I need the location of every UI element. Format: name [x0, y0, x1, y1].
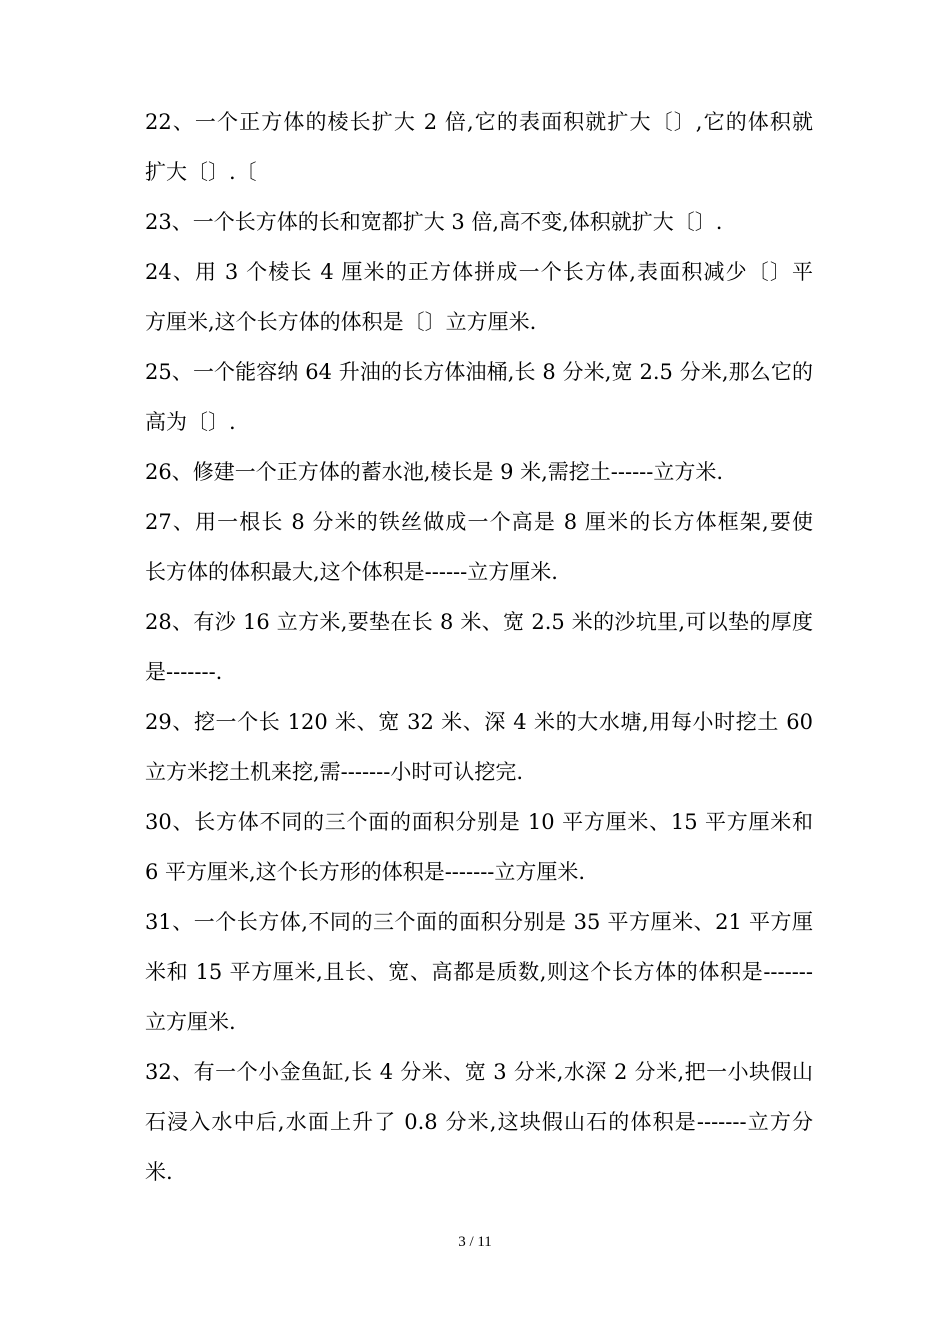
text-line: 29、挖一个长 120 米、宽 32 米、深 4 米的大水塘,用每小时挖土 60: [145, 710, 813, 734]
text-line: 高为〔〕.: [145, 410, 236, 434]
text-line: 22、一个正方体的棱长扩大 2 倍,它的表面积就扩大〔〕,它的体积就: [145, 110, 813, 134]
text-line: 25、一个能容纳 64 升油的长方体油桶,长 8 分米,宽 2.5 分米,那么它的: [145, 360, 813, 384]
text-line: 23、一个长方体的长和宽都扩大 3 倍,高不变,体积就扩大〔〕.: [145, 210, 723, 234]
text-line: 米和 15 平方厘米,且长、宽、高都是质数,则这个长方体的体积是-------: [145, 960, 813, 984]
page-number: 3 / 11: [458, 1234, 492, 1250]
text-line: 24、用 3 个棱长 4 厘米的正方体拼成一个长方体,表面积减少〔〕平: [145, 260, 813, 284]
text-line: 27、用一根长 8 分米的铁丝做成一个高是 8 厘米的长方体框架,要使: [145, 510, 813, 534]
text-line: 石浸入水中后,水面上升了 0.8 分米,这块假山石的体积是-------立方分: [145, 1110, 813, 1134]
text-line: 米.: [145, 1160, 173, 1184]
text-line: 31、一个长方体,不同的三个面的面积分别是 35 平方厘米、21 平方厘: [145, 910, 813, 934]
text-line: 28、有沙 16 立方米,要垫在长 8 米、宽 2.5 米的沙坑里,可以垫的厚度: [145, 610, 813, 634]
text-line: 6 平方厘米,这个长方形的体积是-------立方厘米.: [145, 860, 586, 884]
text-line: 扩大〔〕.〔: [145, 160, 257, 184]
text-line: 32、有一个小金鱼缸,长 4 分米、宽 3 分米,水深 2 分米,把一小块假山: [145, 1060, 813, 1084]
text-line: 立方厘米.: [145, 1010, 236, 1034]
text-line: 长方体的体积最大,这个体积是------立方厘米.: [145, 560, 558, 584]
text-line: 方厘米,这个长方体的体积是〔〕立方厘米.: [145, 310, 537, 334]
text-line: 是-------.: [145, 660, 223, 684]
text-line: 30、长方体不同的三个面的面积分别是 10 平方厘米、15 平方厘米和: [145, 810, 813, 834]
text-line: 26、修建一个正方体的蓄水池,棱长是 9 米,需挖土------立方米.: [145, 460, 724, 484]
text-line: 立方米挖土机来挖,需-------小时可认挖完.: [145, 760, 524, 784]
